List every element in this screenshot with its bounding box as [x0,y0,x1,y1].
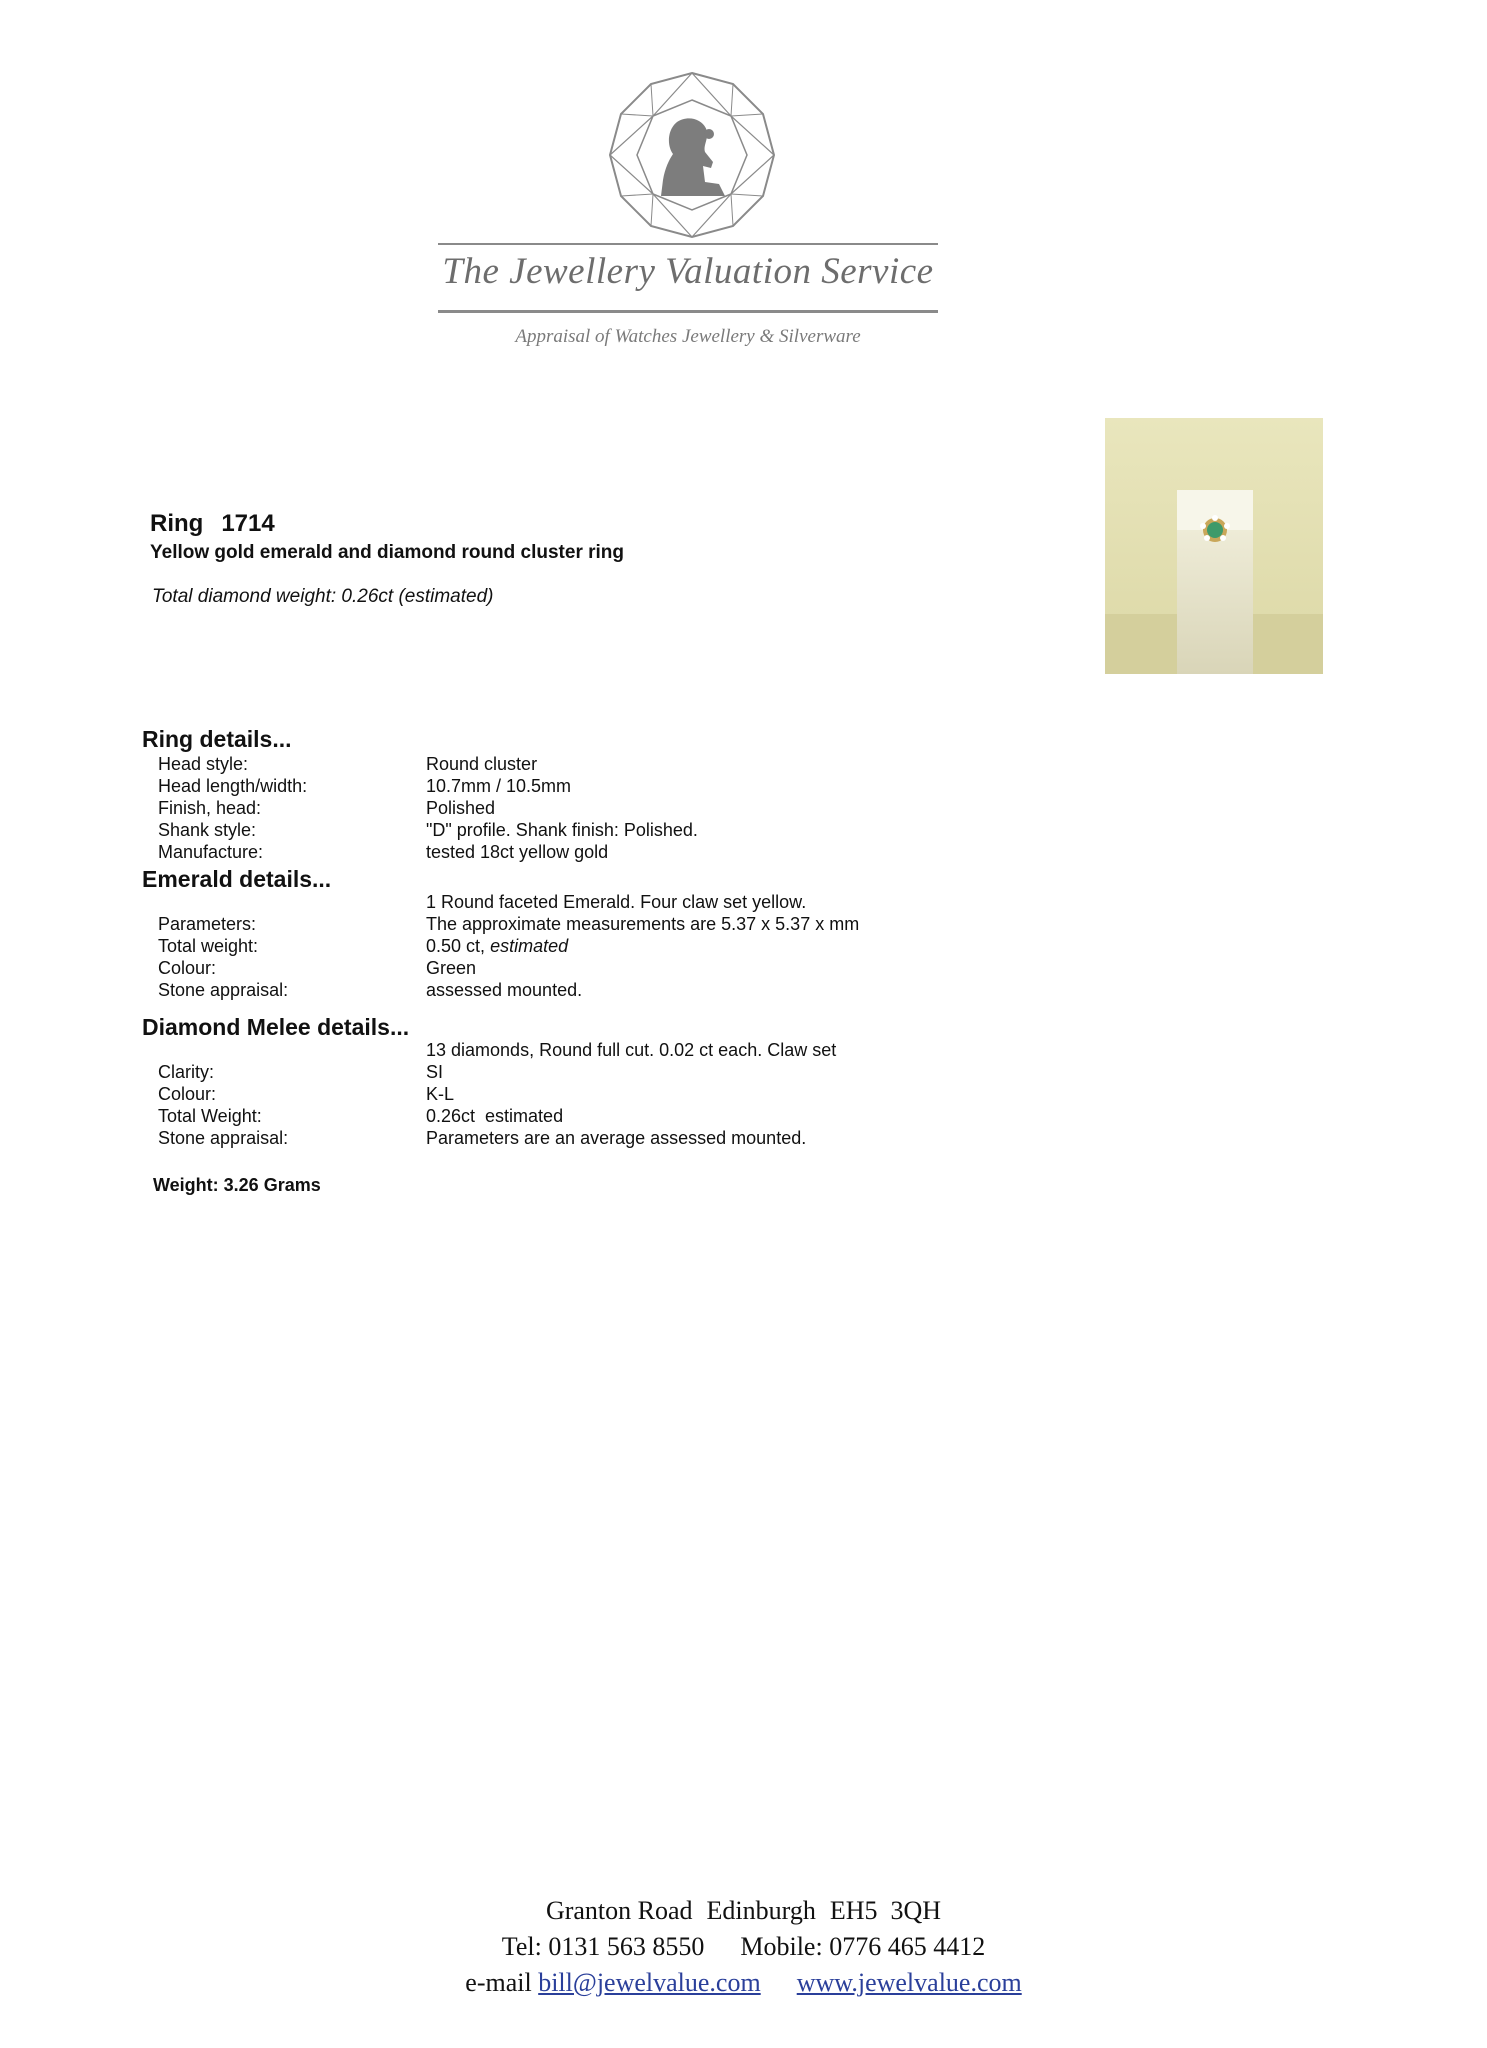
footer-postcode: EH5 3QH [829,1896,942,1925]
footer-email-label: e-mail [465,1968,532,1997]
emerald-detail-value [426,936,568,957]
diamond-detail-label: Total Weight: [158,1106,262,1126]
diamond-detail-intro: 13 diamonds, Round full cut. 0.02 ct each. Claw set [426,1040,837,1060]
emerald-detail-label: Total weight: [158,936,259,956]
logo-divider-top [438,243,938,245]
logo-emblem [607,70,777,240]
diamond-details-heading: Diamond Melee details... [142,1014,410,1040]
diamond-detail-value: Parameters are an average assessed mounted. [426,1128,807,1148]
emerald-detail-label: Parameters: [158,914,257,934]
diamond-detail-label: Stone appraisal: [158,1128,289,1148]
footer-tel-label: Tel: [501,1932,542,1961]
emerald-detail-value: The approximate measurements are 5.37 x 5.37 x mm [426,914,860,934]
ring-detail-label: Shank style: [158,820,257,840]
item-total-diamond-weight: Total diamond weight: 0.26ct (estimated) [152,586,494,607]
footer-tel: 0131 563 8550 [548,1932,705,1961]
item-type: Ring [150,510,204,537]
ring-detail-label: Head style: [158,754,249,774]
emerald-detail-intro: 1 Round faceted Emerald. Four claw set yellow. [426,892,807,912]
emerald-detail-label: Colour: [158,958,217,978]
footer-contact [0,1968,1487,1998]
diamond-detail-label: Colour: [158,1084,217,1104]
ring-detail-value: Round cluster [426,754,538,774]
ring-detail-value: "D" profile. Shank finish: Polished. [426,820,698,840]
footer-mobile: 0776 465 4412 [829,1932,986,1961]
footer-phones [0,1932,1487,1962]
footer-mobile-label: Mobile: [740,1932,823,1961]
emerald-weight-value: 0.50 ct, [426,936,486,956]
emerald-weight-qualifier: estimated [490,936,569,956]
ring-detail-label: Finish, head: [158,798,262,818]
item-weight: Weight: 3.26 Grams [153,1175,321,1195]
footer-city: Edinburgh [706,1896,816,1925]
ring-photo [1105,418,1323,674]
diamond-detail-value: SI [426,1062,444,1082]
diamond-detail-label: Clarity: [158,1062,215,1082]
item-title [150,510,275,538]
brand-subtitle: Appraisal of Watches Jewellery & Silverware [515,326,861,347]
ring-details-heading: Ring details... [142,726,292,752]
emerald-details-heading: Emerald details... [142,866,332,892]
footer-email-link[interactable]: bill@jewelvalue.com [538,1968,761,1997]
diamond-detail-value: K-L [426,1084,455,1104]
ring-detail-value: Polished [426,798,496,818]
footer-website-link[interactable]: www.jewelvalue.com [796,1968,1022,1997]
footer-street: Granton Road [545,1896,693,1925]
emerald-detail-value: assessed mounted. [426,980,583,1000]
emerald-detail-value: Green [426,958,477,978]
ring-detail-label: Manufacture: [158,842,264,862]
ring-detail-value: tested 18ct yellow gold [426,842,609,862]
ring-detail-value: 10.7mm / 10.5mm [426,776,572,796]
diamond-detail-value: 0.26ct estimated [426,1106,564,1126]
footer-address [0,1896,1487,1926]
ring-detail-label: Head length/width: [158,776,308,796]
item-description: Yellow gold emerald and diamond round cluster ring [150,542,625,563]
item-number: 1714 [221,510,275,537]
emerald-detail-label: Stone appraisal: [158,980,289,1000]
brand-title: The Jewellery Valuation Service [442,251,934,292]
logo-divider-bottom [438,310,938,313]
